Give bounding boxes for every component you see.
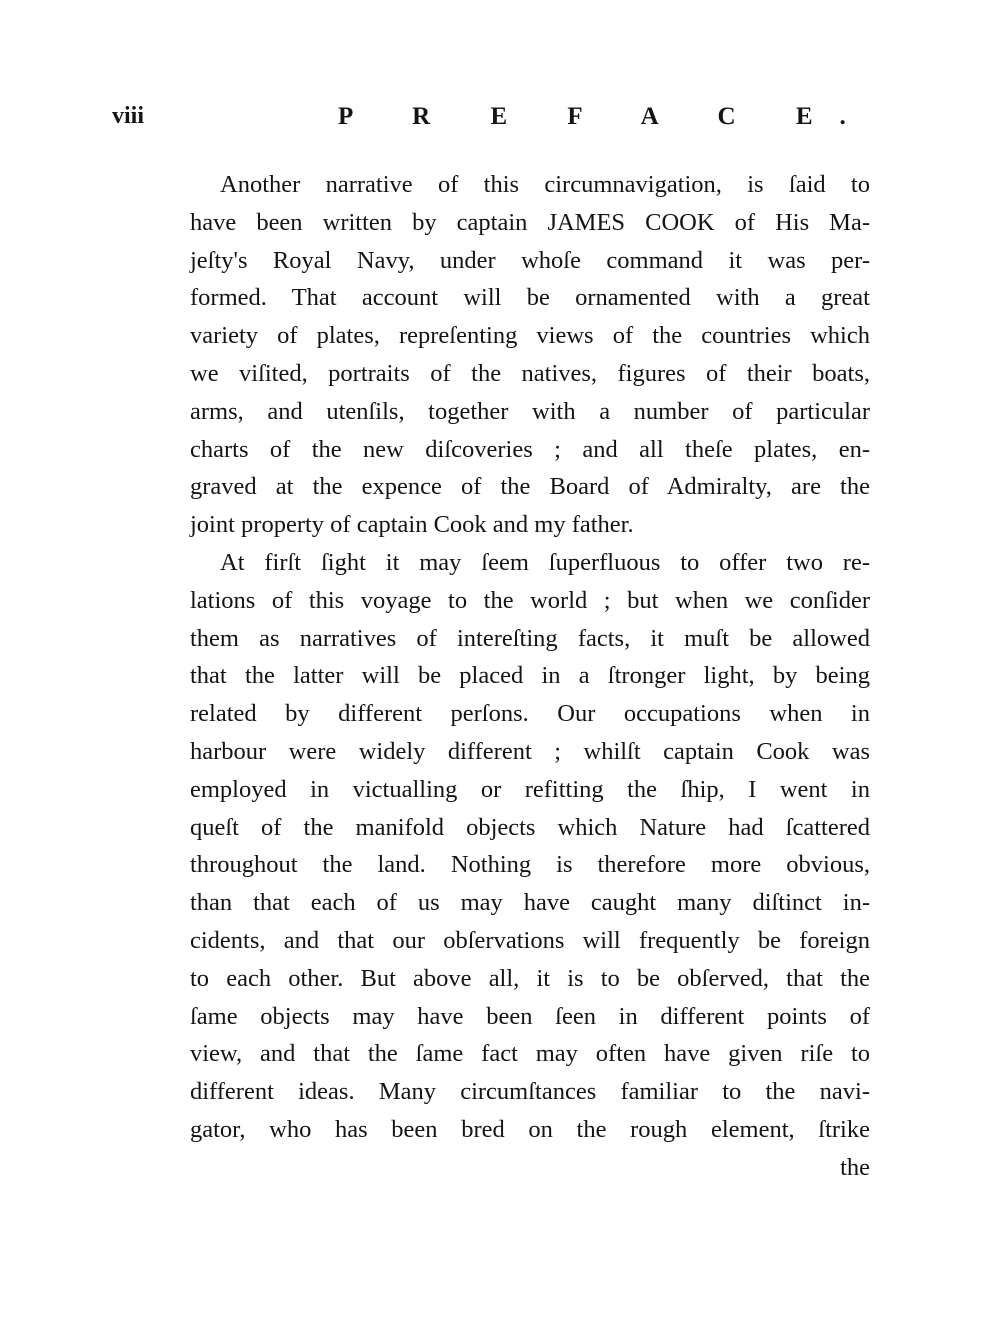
text-line: Another narrative of this circumnavigation, is ſaid to xyxy=(220,171,870,198)
text-line: At firſt ſight it may ſeem ſuperfluous to offer two re- xyxy=(220,548,870,576)
text-line: formed. That account will be ornamented with a great xyxy=(190,284,870,312)
page-number: viii xyxy=(112,103,145,129)
text-line: we viſited, portraits of the natives, figures of their boats, xyxy=(190,359,870,387)
text-line: cidents, and that our obſervations will frequently be foreign xyxy=(190,926,870,954)
text-line: throughout the land. Nothing is therefore more obvious, xyxy=(190,851,870,879)
running-head xyxy=(0,103,1000,143)
text-line: them as narratives of intereſting facts, it muſt be allowed xyxy=(190,624,870,652)
text-line: variety of plates, repreſenting views of the countries which xyxy=(190,322,870,350)
text-line: charts of the new diſcoveries ; and all theſe plates, en- xyxy=(190,435,870,463)
catchword: the xyxy=(840,1154,870,1181)
text-line: queſt of the manifold objects which Nature had ſcattered xyxy=(190,813,870,841)
text-line: arms, and utenſils, together with a number of particular xyxy=(190,397,870,425)
page-title: P R E F A C E. xyxy=(338,103,873,130)
text-line: different ideas. Many circumſtances familiar to the navi- xyxy=(190,1078,870,1106)
text-line: jeſty's Royal Navy, under whoſe command it was per- xyxy=(190,246,870,274)
text-line: than that each of us may have caught many diſtinct in- xyxy=(190,889,870,917)
text-line: ſame objects may have been ſeen in different points of xyxy=(190,1002,870,1030)
body-text xyxy=(190,166,870,1149)
text-line: to each other. But above all, it is to be obſerved, that the xyxy=(190,964,870,992)
paragraph-2 xyxy=(190,544,870,1149)
text-line: that the latter will be placed in a ſtronger light, by being xyxy=(190,662,870,690)
text-line: have been written by captain JAMES COOK of His Ma- xyxy=(190,208,870,236)
text-line: harbour were widely different ; whilſt captain Cook was xyxy=(190,737,870,765)
paragraph-1 xyxy=(190,166,870,544)
text-line: lations of this voyage to the world ; but when we conſider xyxy=(190,586,870,614)
text-line: joint property of captain Cook and my father. xyxy=(190,511,634,539)
text-line: employed in victualling or refitting the ſhip, I went in xyxy=(190,775,870,803)
text-line: graved at the expence of the Board of Admiralty, are the xyxy=(190,473,870,501)
text-line: view, and that the ſame fact may often have given riſe to xyxy=(190,1040,870,1068)
text-line: related by different perſons. Our occupations when in xyxy=(190,700,870,728)
text-line: gator, who has been bred on the rough element, ſtrike xyxy=(190,1115,870,1143)
